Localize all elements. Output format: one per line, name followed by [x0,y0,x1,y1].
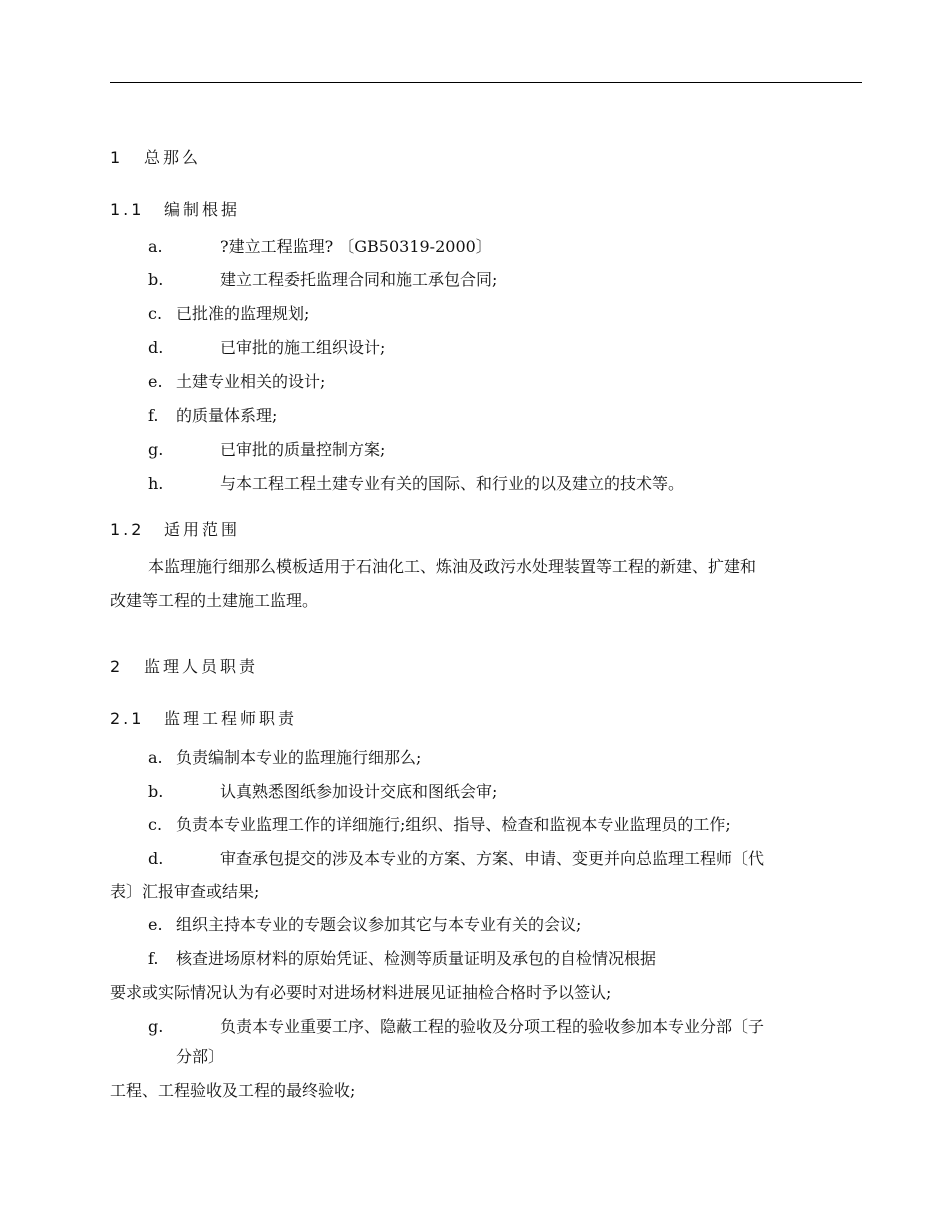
scope-paragraph-line: 本监理施行细那么模板适用于石油化工、炼油及政污水处理装置等工程的新建、扩建和 [148,557,757,576]
list-label: g. [148,1017,164,1036]
list-item [148,815,731,835]
list-label: d. [148,849,164,868]
section-title: 编制根据 [164,200,241,219]
section-1-heading [110,145,201,168]
list-text: 负责本专业重要工序、隐蔽工程的验收及分项工程的验收参加本专业分部〔子 [220,1017,765,1036]
list-text: 建立工程委托监理合同和施工承包合同; [220,270,498,289]
list-item [148,406,277,426]
section-1-1-heading [110,197,240,220]
list-item [148,270,497,290]
list-text: ?建立工程监理? 〔GB50319-2000〕 [220,237,492,256]
list-item-continuation: 表〕汇报审查或结果; [110,882,260,901]
list-text: 的质量体系理; [176,406,278,425]
section-number: 1.1 [110,200,145,219]
section-number: 2 [110,657,124,676]
section-title: 总那么 [144,148,202,167]
section-number: 1 [110,148,124,167]
list-label: g. [148,440,164,459]
list-text: 与本工程工程土建专业有关的国际、和行业的以及建立的技术等。 [220,474,685,493]
section-1-2-heading [110,517,240,540]
list-text: 已审批的质量控制方案; [220,440,386,459]
list-text: 审查承包提交的涉及本专业的方案、方案、申请、变更并向总监理工程师〔代 [220,849,765,868]
list-item-continuation: 分部〕 [176,1047,225,1066]
list-label: b. [148,782,164,801]
list-item [148,474,684,494]
list-label: h. [148,474,164,493]
list-text: 负责本专业监理工作的详细施行;组织、指导、检查和监视本专业监理员的工作; [176,815,731,834]
list-item [148,849,764,869]
list-text: 负责编制本专业的监理施行细那么; [176,748,422,767]
header-rule [110,82,862,83]
list-label: b. [148,270,164,289]
list-label: a. [148,237,163,256]
list-text: 认真熟悉图纸参加设计交底和图纸会审; [220,782,498,801]
list-item [148,237,492,257]
list-item [148,915,581,935]
list-text: 已审批的施工组织设计; [220,338,386,357]
list-item [148,1017,764,1037]
section-title: 监理人员职责 [144,657,259,676]
list-label: e. [148,372,163,391]
list-text: 核查进场原材料的原始凭证、检测等质量证明及承包的自检情况根据 [176,949,657,968]
list-item-continuation: 工程、工程验收及工程的最终验收; [110,1081,356,1100]
list-label: c. [148,815,163,834]
list-item-continuation: 要求或实际情况认为有必要时对进场材料进展见证抽检合格时予以签认; [110,983,612,1002]
list-item [148,304,309,324]
list-item [148,748,421,768]
list-label: a. [148,748,163,767]
list-label: d. [148,338,164,357]
list-item [148,782,497,802]
list-label: e. [148,915,163,934]
scope-paragraph-line: 改建等工程的土建施工监理。 [110,591,319,610]
section-number: 1.2 [110,520,145,539]
section-2-1-heading [110,706,297,729]
list-item [148,949,656,969]
list-label: f. [148,949,159,968]
section-title: 适用范围 [164,520,241,539]
list-text: 组织主持本专业的专题会议参加其它与本专业有关的会议; [176,915,582,934]
section-number: 2.1 [110,709,145,728]
list-item [148,372,325,392]
section-2-heading [110,654,258,677]
list-label: f. [148,406,159,425]
section-title: 监理工程师职责 [164,709,298,728]
list-item [148,440,385,460]
list-item [148,338,385,358]
list-label: c. [148,304,163,323]
list-text: 已批准的监理规划; [176,304,310,323]
list-text: 土建专业相关的设计; [176,372,326,391]
